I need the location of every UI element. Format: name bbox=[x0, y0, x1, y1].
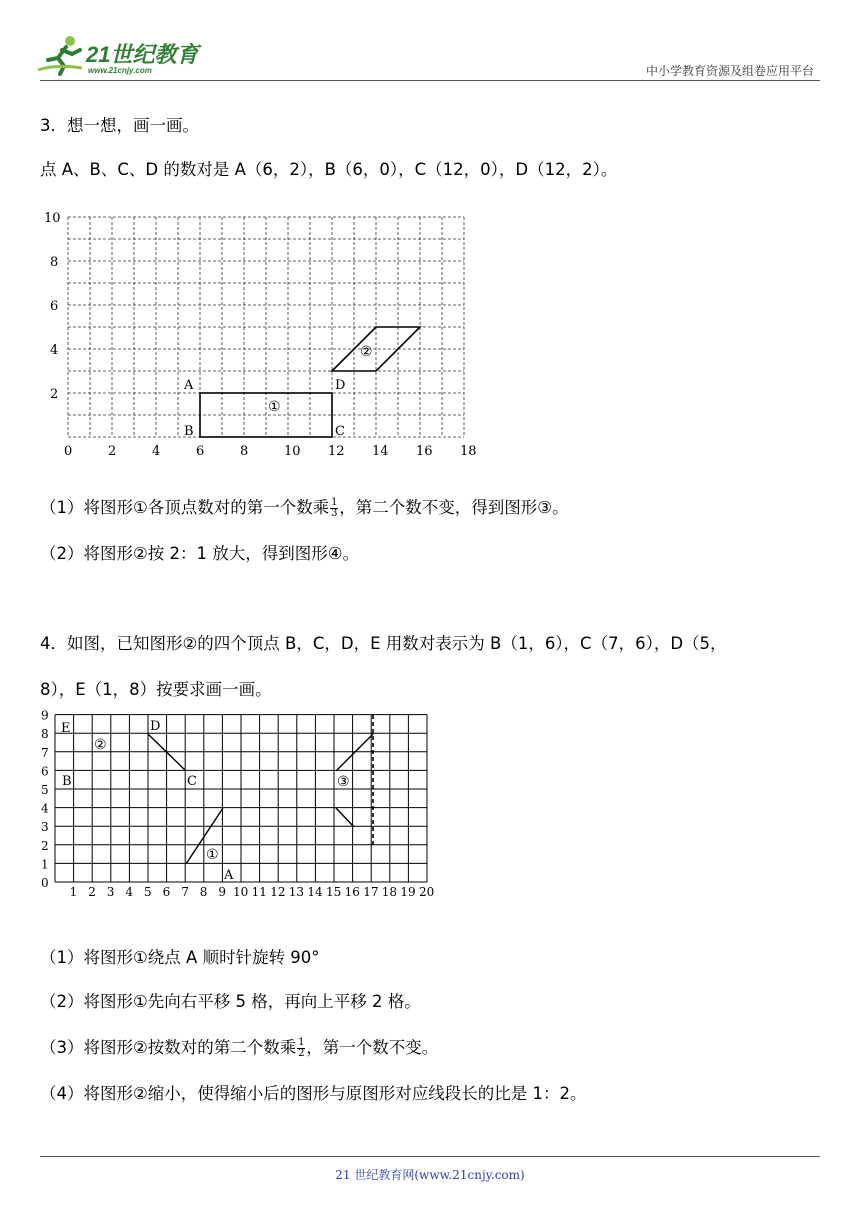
y-tick-label: 0 bbox=[41, 876, 49, 890]
frac-den: 2 bbox=[298, 1048, 305, 1059]
x-tick-label: 0 bbox=[64, 444, 73, 459]
q4-task2: （2）将图形①先向右平移 5 格，再向上平移 2 格。 bbox=[40, 992, 421, 1011]
x-tick-label: 15 bbox=[326, 885, 342, 899]
label-D: D bbox=[335, 378, 346, 393]
x-tick-label: 6 bbox=[162, 885, 171, 899]
x-tick-label: 16 bbox=[344, 885, 360, 899]
header-divider bbox=[40, 80, 820, 81]
x-tick-label: 20 bbox=[419, 885, 435, 899]
x-tick-label: 3 bbox=[106, 885, 115, 899]
x-tick-label: 6 bbox=[196, 444, 205, 459]
x-tick-label: 10 bbox=[284, 444, 301, 459]
x-tick-label: 14 bbox=[307, 885, 323, 899]
q3-task2: （2）将图形②按 2：1 放大，得到图形④。 bbox=[40, 544, 360, 563]
frac-den: 3 bbox=[331, 508, 338, 519]
footer-divider bbox=[40, 1156, 820, 1157]
y-tick-label: 10 bbox=[44, 211, 61, 226]
y-tick-label: 3 bbox=[41, 820, 49, 835]
q4-task3-post: ，第一个数不变。 bbox=[306, 1038, 439, 1057]
logo-url: www.21cnjy.com bbox=[88, 66, 152, 75]
q3-task1-post: ，第二个数不变，得到图形③。 bbox=[339, 498, 569, 517]
shape3-label: ③ bbox=[337, 774, 350, 790]
label-A: A bbox=[224, 868, 234, 883]
q4-task3 bbox=[40, 1034, 438, 1059]
x-tick-label: 8 bbox=[199, 885, 208, 899]
y-tick-label: 2 bbox=[50, 387, 59, 402]
frac-num: 1 bbox=[298, 1037, 305, 1048]
frac-num: 1 bbox=[331, 497, 338, 508]
fraction-one-half bbox=[297, 1038, 305, 1059]
shape1-label: ① bbox=[268, 399, 281, 415]
x-tick-label: 13 bbox=[288, 885, 305, 899]
q3-task1-pre: （1）将图形①各顶点数对的第一个数乘 bbox=[40, 498, 330, 517]
x-tick-label: 4 bbox=[152, 444, 161, 459]
x-tick-label: 17 bbox=[363, 885, 379, 899]
q4-grid-lines bbox=[55, 715, 427, 882]
x-tick-label: 8 bbox=[240, 444, 249, 459]
q4-task3-pre: （3）将图形②按数对的第二个数乘 bbox=[40, 1038, 297, 1057]
y-tick-label: 8 bbox=[41, 727, 49, 742]
x-tick-label: 14 bbox=[372, 444, 389, 459]
y-tick-label: 4 bbox=[50, 343, 59, 358]
q3-task1 bbox=[40, 494, 569, 519]
q3-grid-figure bbox=[38, 206, 478, 462]
label-C: C bbox=[335, 424, 345, 439]
x-tick-label: 18 bbox=[460, 444, 477, 459]
label-B: B bbox=[184, 424, 194, 439]
footer-text: 21 世纪教育网(www.21cnjy.com) bbox=[335, 1168, 525, 1182]
x-tick-label: 16 bbox=[416, 444, 433, 459]
y-tick-label: 5 bbox=[41, 783, 49, 797]
x-tick-label: 4 bbox=[125, 885, 134, 899]
x-tick-label: 2 bbox=[88, 885, 96, 899]
label-E: E bbox=[61, 721, 71, 736]
fraction-one-third bbox=[330, 498, 338, 519]
q4-task1: （1）将图形①绕点 A 顺时针旋转 90° bbox=[40, 948, 320, 967]
logo-text: 21世纪教育 bbox=[86, 42, 199, 67]
x-tick-label: 1 bbox=[69, 885, 78, 899]
y-tick-label: 7 bbox=[41, 745, 49, 760]
q4-title-line1: 4．如图，已知图形②的四个顶点 B，C，D，E 用数对表示为 B（1，6），C（7，6），D（5， bbox=[40, 634, 727, 653]
x-tick-label: 18 bbox=[381, 885, 398, 899]
shape2-label: ② bbox=[94, 737, 107, 753]
x-tick-label: 12 bbox=[270, 885, 286, 899]
x-tick-label: 9 bbox=[218, 885, 227, 899]
runner-logo-icon bbox=[36, 34, 86, 76]
y-tick-label: 1 bbox=[41, 857, 49, 872]
q4-task4: （4）将图形②缩小，使得缩小后的图形与原图形对应线段长的比是 1：2。 bbox=[40, 1084, 587, 1103]
label-A: A bbox=[184, 378, 194, 393]
x-tick-label: 2 bbox=[108, 444, 117, 459]
x-tick-label: 10 bbox=[233, 885, 249, 899]
label-B: B bbox=[62, 774, 72, 789]
y-tick-label: 6 bbox=[50, 299, 59, 314]
x-tick-label: 12 bbox=[328, 444, 345, 459]
y-tick-label: 8 bbox=[50, 255, 59, 270]
shape3-lines bbox=[336, 734, 373, 771]
x-tick-label: 7 bbox=[181, 885, 189, 899]
label-D: D bbox=[150, 719, 161, 734]
logo bbox=[36, 34, 206, 78]
shape3-lower-lines bbox=[336, 808, 354, 827]
x-tick-label: 19 bbox=[400, 885, 416, 899]
x-tick-label: 5 bbox=[144, 885, 152, 899]
y-tick-label: 2 bbox=[41, 838, 49, 853]
label-C: C bbox=[187, 774, 197, 789]
header-right-text: 中小学教育资源及组卷应用平台 bbox=[645, 64, 814, 78]
q4-grid-figure bbox=[34, 706, 454, 902]
y-tick-label: 9 bbox=[41, 708, 49, 723]
y-tick-label: 6 bbox=[41, 764, 49, 779]
q3-title: 3．想一想，画一画。 bbox=[40, 116, 199, 135]
q3-intro: 点 A、B、C、D 的数对是 A（6，2），B（6，0），C（12，0），D（12，2）。 bbox=[40, 160, 618, 179]
shape2-label: ② bbox=[360, 344, 373, 360]
shape1-label: ① bbox=[206, 847, 219, 863]
y-tick-label: 4 bbox=[41, 801, 49, 816]
x-tick-label: 11 bbox=[251, 885, 267, 899]
q4-title-line2: 8），E（1，8）按要求画一画。 bbox=[40, 680, 272, 699]
